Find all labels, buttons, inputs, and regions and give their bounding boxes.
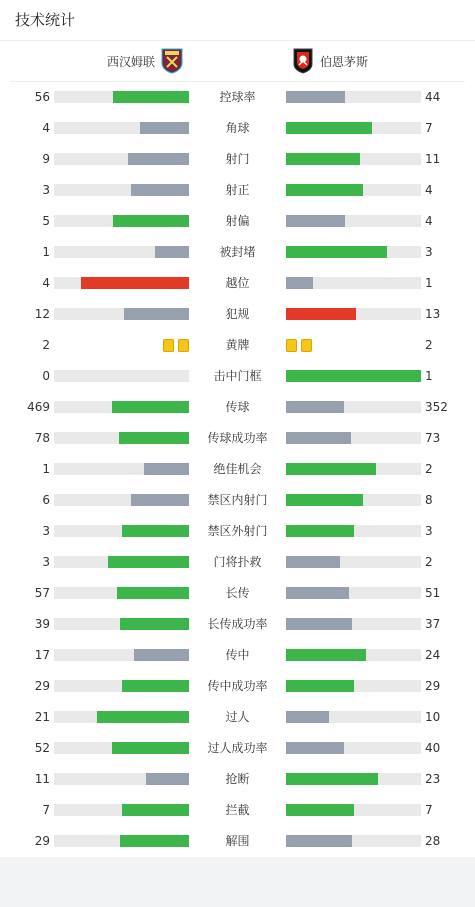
home-stat-value: 5: [42, 214, 50, 228]
away-stat-bar-track: [286, 370, 421, 382]
home-stat-bar: [131, 184, 189, 196]
away-stat-bar: [286, 618, 352, 630]
home-stat-value: 4: [42, 121, 50, 135]
away-stat-value: 23: [425, 772, 441, 786]
home-stat-bar: [122, 525, 190, 537]
stat-row: [0, 733, 475, 764]
home-stat-bar-track: [54, 308, 189, 320]
away-stat-bar: [286, 432, 351, 444]
away-stat-value: 44: [425, 90, 441, 104]
home-stat-bar: [112, 742, 189, 754]
stat-row: [0, 423, 475, 454]
yellow-card-icon: [301, 339, 312, 352]
home-stat-bar-track: [54, 463, 189, 475]
home-stat-value: 11: [34, 772, 50, 786]
away-stat-bar-track: [286, 773, 421, 785]
bottom-background: [0, 857, 475, 907]
home-stat-bar: [144, 463, 189, 475]
home-stat-bar: [155, 246, 189, 258]
stat-label: 长传: [225, 586, 250, 600]
away-stat-value: 8: [425, 493, 433, 507]
home-stat-value: 29: [34, 834, 50, 848]
stat-row: [0, 702, 475, 733]
home-stat-bar-track: [54, 773, 189, 785]
home-stat-bar: [113, 91, 189, 103]
home-stat-bar: [146, 773, 189, 785]
away-stat-value: 352: [425, 400, 448, 414]
away-stat-bar-track: [286, 215, 421, 227]
home-stat-bar: [117, 587, 189, 599]
away-stat-bar: [286, 773, 378, 785]
stat-label: 传中成功率: [207, 679, 268, 693]
home-stat-bar: [108, 556, 189, 568]
home-stat-bar-track: [54, 246, 189, 258]
home-stat-bar: [124, 308, 189, 320]
home-stat-bar-track: [54, 556, 189, 568]
away-stat-bar: [286, 91, 345, 103]
away-stat-bar-track: [286, 91, 421, 103]
home-stat-bar-track: [54, 680, 189, 692]
away-stat-value: 4: [425, 183, 433, 197]
away-stat-bar: [286, 122, 372, 134]
stat-label: 绝佳机会: [213, 462, 262, 476]
away-stat-bar: [286, 680, 354, 692]
away-stat-value: 1: [425, 276, 433, 290]
home-stat-bar: [122, 804, 190, 816]
page-title: 技术统计: [0, 0, 475, 41]
stat-row: [0, 82, 475, 113]
away-stat-bar: [286, 246, 387, 258]
stat-label: 拦截: [225, 803, 250, 817]
away-stat-bar-track: [286, 153, 421, 165]
stat-label: 过人成功率: [207, 741, 268, 755]
home-stat-bar: [97, 711, 189, 723]
home-stat-value: 2: [42, 338, 50, 352]
stat-row: [0, 330, 475, 361]
away-stat-value: 10: [425, 710, 441, 724]
stat-label: 角球: [225, 121, 250, 135]
home-stat-value: 0: [42, 369, 50, 383]
stat-label: 射偏: [225, 214, 250, 228]
stat-row: [0, 640, 475, 671]
away-stat-bar: [286, 308, 356, 320]
yellow-card-icon: [286, 339, 297, 352]
away-stat-bar: [286, 401, 344, 413]
stat-label: 被封堵: [219, 245, 256, 259]
away-stat-bar-track: [286, 184, 421, 196]
home-stat-bar: [134, 649, 189, 661]
away-stat-bar-track: [286, 463, 421, 475]
away-stat-value: 24: [425, 648, 441, 662]
stat-label: 控球率: [219, 90, 256, 104]
stat-row: [0, 671, 475, 702]
home-stat-value: 21: [34, 710, 50, 724]
away-stat-value: 4: [425, 214, 433, 228]
away-stat-value: 29: [425, 679, 441, 693]
stat-label: 禁区内射门: [207, 493, 268, 507]
away-team-name: 伯恩茅斯: [320, 54, 369, 69]
away-stat-value: 1: [425, 369, 433, 383]
stat-row: [0, 609, 475, 640]
home-stat-value: 12: [34, 307, 50, 321]
stat-row: [0, 361, 475, 392]
away-stat-bar-track: [286, 649, 421, 661]
stat-label: 长传成功率: [207, 617, 268, 631]
away-stat-bar-track: [286, 246, 421, 258]
away-stat-value: 28: [425, 834, 441, 848]
home-stat-value: 3: [42, 183, 50, 197]
away-yellow-cards: [286, 339, 312, 352]
away-stat-value: 13: [425, 307, 441, 321]
away-stat-bar-track: [286, 401, 421, 413]
home-stat-bar: [140, 122, 189, 134]
home-stat-bar-track: [54, 370, 189, 382]
away-stat-bar: [286, 804, 354, 816]
stat-row: [0, 113, 475, 144]
away-stat-bar: [286, 649, 366, 661]
stat-label: 越位: [225, 276, 250, 290]
away-stat-bar-track: [286, 277, 421, 289]
home-stat-bar: [120, 835, 189, 847]
away-stat-bar-track: [286, 618, 421, 630]
home-stat-value: 52: [34, 741, 50, 755]
away-stat-bar-track: [286, 804, 421, 816]
home-stat-bar-track: [54, 525, 189, 537]
away-stat-bar: [286, 587, 349, 599]
home-stat-value: 78: [34, 431, 50, 445]
away-stat-value: 37: [425, 617, 441, 631]
stat-label: 传球成功率: [207, 431, 268, 445]
home-stat-bar: [131, 494, 189, 506]
away-stat-bar: [286, 215, 345, 227]
stat-row: [0, 547, 475, 578]
home-stat-bar: [113, 215, 189, 227]
away-stat-bar-track: [286, 835, 421, 847]
home-stat-bar: [119, 432, 189, 444]
away-stat-bar-track: [286, 680, 421, 692]
away-stat-value: 7: [425, 121, 433, 135]
home-stat-bar-track: [54, 742, 189, 754]
home-stat-bar-track: [54, 711, 189, 723]
teams-header: [10, 41, 465, 82]
home-stat-value: 3: [42, 555, 50, 569]
yellow-card-icon: [163, 339, 174, 352]
stat-row: [0, 516, 475, 547]
stat-row: [0, 268, 475, 299]
stat-label: 击中门框: [213, 369, 262, 383]
home-stat-value: 469: [27, 400, 50, 414]
away-stat-bar: [286, 835, 352, 847]
home-stat-bar-track: [54, 91, 189, 103]
away-team[interactable]: [292, 41, 368, 81]
away-stat-bar-track: [286, 525, 421, 537]
home-stat-value: 39: [34, 617, 50, 631]
home-stat-value: 7: [42, 803, 50, 817]
stat-row: [0, 485, 475, 516]
away-stat-bar: [286, 494, 363, 506]
stat-row: [0, 454, 475, 485]
stats-list: [0, 82, 475, 857]
away-stat-value: 51: [425, 586, 441, 600]
away-stat-bar-track: [286, 742, 421, 754]
away-stat-bar: [286, 556, 340, 568]
away-stat-value: 2: [425, 555, 433, 569]
home-stat-value: 9: [42, 152, 50, 166]
home-stat-bar-track: [54, 835, 189, 847]
home-stat-bar-track: [54, 804, 189, 816]
away-stat-bar-track: [286, 494, 421, 506]
yellow-card-icon: [178, 339, 189, 352]
home-stat-bar-track: [54, 587, 189, 599]
away-stat-bar: [286, 742, 344, 754]
home-stat-bar: [128, 153, 189, 165]
stat-label: 过人: [225, 710, 250, 724]
stat-label: 射正: [225, 183, 250, 197]
stat-label: 门将扑救: [213, 555, 262, 569]
stat-row: [0, 206, 475, 237]
home-stat-bar: [112, 401, 189, 413]
away-stat-bar: [286, 525, 354, 537]
away-stat-bar: [286, 277, 313, 289]
away-stat-value: 73: [425, 431, 441, 445]
home-stat-bar-track: [54, 432, 189, 444]
stat-label: 解围: [225, 834, 250, 848]
stat-label: 传球: [225, 400, 250, 414]
home-team-name: 西汉姆联: [106, 54, 155, 69]
away-stat-value: 2: [425, 462, 433, 476]
home-stat-value: 1: [42, 245, 50, 259]
home-stat-bar: [81, 277, 189, 289]
home-stat-value: 57: [34, 586, 50, 600]
away-stat-value: 2: [425, 338, 433, 352]
stat-row: [0, 144, 475, 175]
stat-label: 黄牌: [225, 338, 250, 352]
home-team[interactable]: [107, 41, 183, 81]
home-stat-value: 1: [42, 462, 50, 476]
stat-row: [0, 826, 475, 857]
stat-label: 禁区外射门: [207, 524, 268, 538]
bournemouth-crest-icon: [292, 48, 314, 74]
away-stat-bar: [286, 370, 421, 382]
home-stat-value: 17: [34, 648, 50, 662]
away-stat-bar-track: [286, 711, 421, 723]
stat-label: 射门: [225, 152, 250, 166]
stat-row: [0, 795, 475, 826]
away-stat-value: 3: [425, 524, 433, 538]
away-stat-value: 3: [425, 245, 433, 259]
away-stat-bar: [286, 711, 329, 723]
home-stat-bar-track: [54, 494, 189, 506]
stat-label: 抢断: [225, 772, 250, 786]
away-stat-bar-track: [286, 556, 421, 568]
home-stat-bar-track: [54, 277, 189, 289]
home-stat-bar-track: [54, 649, 189, 661]
home-stat-bar: [120, 618, 189, 630]
away-stat-value: 7: [425, 803, 433, 817]
home-stat-value: 4: [42, 276, 50, 290]
away-stat-bar: [286, 153, 360, 165]
home-stat-value: 29: [34, 679, 50, 693]
away-stat-bar-track: [286, 122, 421, 134]
home-stat-value: 6: [42, 493, 50, 507]
away-stat-bar-track: [286, 587, 421, 599]
stat-row: [0, 237, 475, 268]
stat-row: [0, 175, 475, 206]
away-stat-value: 40: [425, 741, 441, 755]
home-stat-bar-track: [54, 401, 189, 413]
stat-label: 犯规: [225, 307, 250, 321]
home-stat-bar-track: [54, 122, 189, 134]
away-stat-bar-track: [286, 432, 421, 444]
home-stat-bar-track: [54, 153, 189, 165]
stat-row: [0, 764, 475, 795]
away-stat-bar: [286, 463, 376, 475]
away-stat-bar-track: [286, 308, 421, 320]
away-stat-value: 11: [425, 152, 441, 166]
home-stat-value: 56: [34, 90, 50, 104]
stat-label: 传中: [225, 648, 250, 662]
home-yellow-cards: [163, 339, 189, 352]
home-stat-value: 3: [42, 524, 50, 538]
home-stat-bar: [122, 680, 190, 692]
away-stat-bar: [286, 184, 363, 196]
stat-row: [0, 392, 475, 423]
home-stat-bar-track: [54, 618, 189, 630]
west-ham-crest-icon: [161, 48, 183, 74]
home-stat-bar-track: [54, 184, 189, 196]
home-stat-bar-track: [54, 215, 189, 227]
stat-row: [0, 578, 475, 609]
stat-row: [0, 299, 475, 330]
